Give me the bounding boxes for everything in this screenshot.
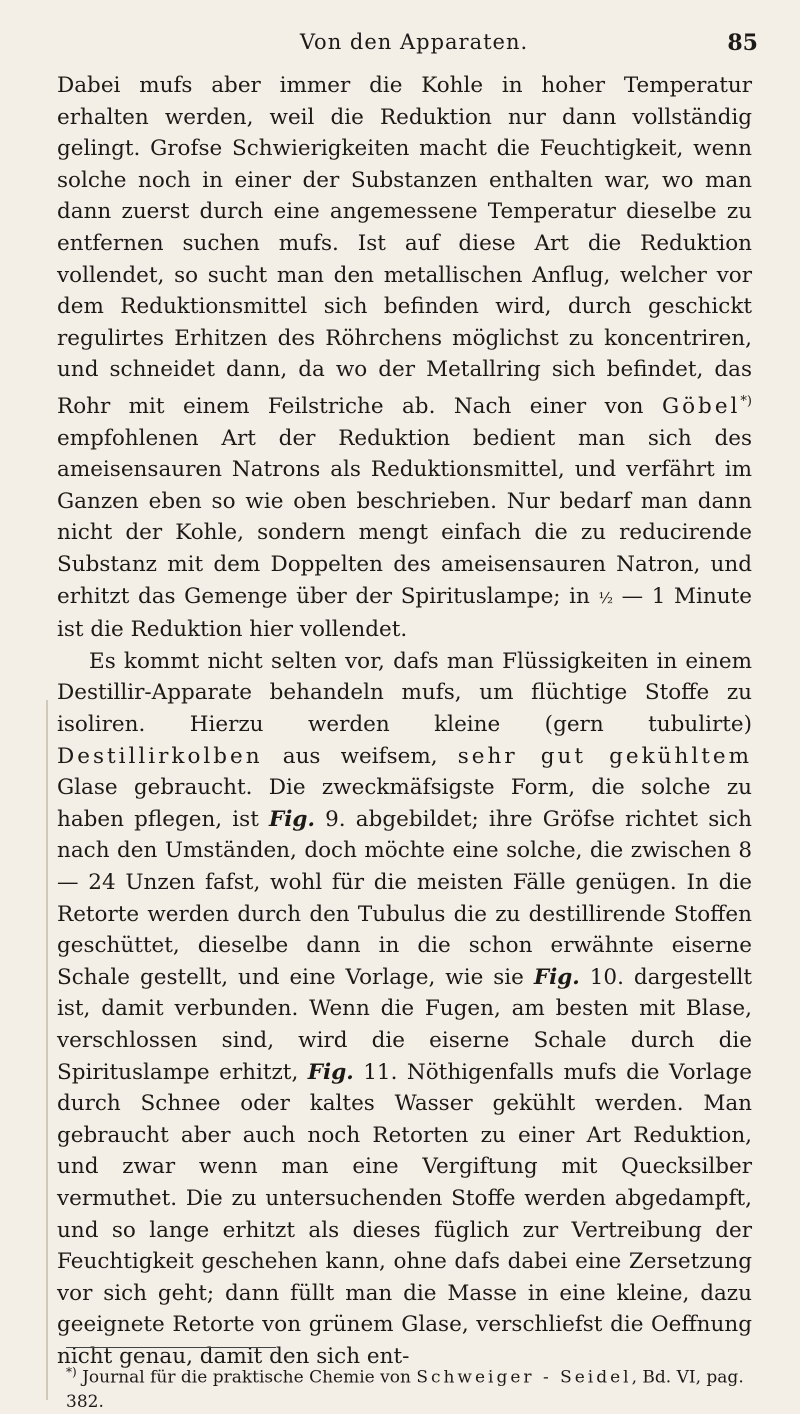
- paragraph-1-segment: Dabei mufs aber immer die Kohle in hoher Temperatur erhalten werden, weil die Reduktion nur dann vollständig gelingt. Grofse Schwierigkeiten macht die Feuchtigkeit, wenn solche noch in einer der Substanzen enthalten war, wo man dann zuerst durch eine angemessene Temperatur dieselbe zu entfernen suchen mufs. Ist auf diese Art die Reduktion vollendet, so sucht man den metallischen Anflug, welcher vor dem Reduktionsmittel sich befinden wird, durch geschickt regulirtes Erhitzen des Röhrchens möglichst zu koncentriren, und schneidet dann, da wo der Metallring sich befindet, das Rohr mit einem Feilstriche ab. Nach einer von: [57, 73, 752, 420]
- paragraph-2-segment: 11. Nöthigenfalls mufs die Vorlage durch Schnee oder kaltes Wasser gekühlt werden. Man gebraucht aber auch noch Retorten zu einer Art Reduktion, und zwar wenn man eine Vergiftung mit Quecksilber vermuthet. Die zu untersuchenden Stoffe werden abgedampft, und so lange erhitzt als dieses füglich zur Vertreibung der Feuchtigkeit geschehen kann, ohne dafs dabei eine Zersetzung vor sich geht; dann füllt man die Masse in eine kleine, dazu geeignete Retorte von grünem Glase, verschliefst die Oeffnung nicht genau, damit den sich ent-: [57, 1059, 752, 1369]
- paragraph-2-segment: Glase gebraucht. Die zweckmäfsigste Form, die solche zu haben pflegen, ist: [57, 775, 752, 832]
- page-edge-shadow: [46, 700, 48, 1400]
- paragraph-1: [57, 70, 752, 646]
- footnote-mark: *): [66, 1365, 77, 1379]
- footnote-text-after: , Bd. VI, pag. 382.: [66, 1367, 744, 1412]
- paragraph-1-segment: Göbel: [661, 394, 741, 420]
- paragraph-2-segment: 10. dargestellt ist, damit verbunden. Wenn die Fugen, am besten mit Blase, verschlossen sind, wird die eiserne Schale durch die Spirituslampe erhitzt,: [57, 964, 752, 1085]
- paragraph-1-segment: *): [740, 393, 752, 409]
- page-number: 85: [727, 30, 758, 56]
- paragraph-2-segment: Fig.: [533, 964, 580, 990]
- paragraph-1-segment: — 1 Minute ist die Reduktion hier vollendet.: [57, 583, 752, 643]
- running-head: [70, 22, 758, 62]
- paragraph-2-segment: Fig.: [307, 1059, 354, 1085]
- paragraph-2: [57, 646, 752, 1373]
- footnote-author: Schweiger - Seidel: [416, 1367, 632, 1388]
- running-title: Von den Apparaten.: [299, 30, 529, 54]
- footnote-rule: [66, 1347, 276, 1348]
- body-text: [57, 70, 752, 1373]
- paragraph-2-segment: Es kommt nicht selten vor, dafs man Flüssigkeiten in einem Destillir-Apparate behandeln mufs, um flüchtige Stoffe zu isoliren. Hierzu werden kleine (gern tubulirte): [57, 648, 752, 738]
- paragraph-2-segment: sehr gut gekühltem: [457, 743, 752, 769]
- paragraph-2-segment: Destillirkolben: [57, 743, 263, 769]
- footnote: [66, 1360, 766, 1414]
- paragraph-2-segment: 9. abgebildet; ihre Gröfse richtet sich nach den Umständen, doch möchte eine solche, die zwischen 8 — 24 Unzen fafst, wohl für die meisten Fälle genügen. In die Retorte werden durch den Tubulus die zu destillirende Stoffen geschüttet, dieselbe dann in die schon erwähnte eiserne Schale gestellt, und eine Vorlage, wie sie: [57, 806, 752, 990]
- paragraph-2-segment: aus weifsem,: [262, 743, 458, 769]
- footnote-text-before: Journal für die praktische Chemie von: [76, 1367, 417, 1388]
- paragraph-2-segment: Fig.: [269, 806, 315, 832]
- paragraph-1-segment: ½: [598, 588, 614, 607]
- paragraph-1-segment: empfohlenen Art der Reduktion bedient man sich des ameisensauren Natrons als Reduktionsmittel, und verfährt im Ganzen eben so wie oben beschrieben. Nur bedarf man dann nicht der Kohle, sondern mengt einfach die zu reducirende Substanz mit dem Doppelten des ameisensauren Natron, und erhitzt das Gemenge über der Spirituslampe; in: [57, 425, 752, 609]
